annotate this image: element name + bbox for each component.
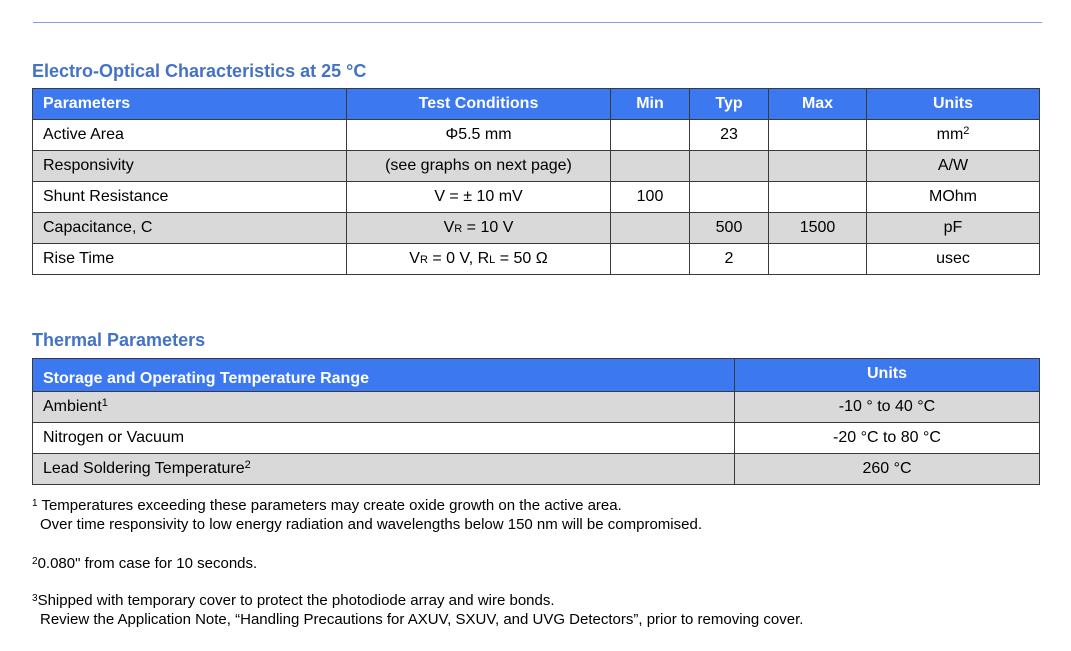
table-row — [33, 182, 1040, 213]
table-header-row — [33, 359, 1040, 392]
condition-middle: = 0 V, R — [427, 250, 490, 267]
table-row — [33, 151, 1040, 182]
header-parameters: Parameters — [33, 89, 347, 120]
header-max: Max — [769, 89, 867, 120]
temperature-range: -20 °C to 80 °C — [735, 423, 1040, 454]
condition-cell: V = ± 10 mV — [347, 182, 611, 213]
footnote-text: Temperatures exceeding these parameters may create oxide growth on the active area. — [41, 497, 622, 514]
table-row — [33, 454, 1040, 485]
min-cell — [611, 151, 690, 182]
param-cell: Rise Time — [33, 244, 347, 275]
header-min: Min — [611, 89, 690, 120]
condition-symbol: V — [443, 219, 455, 236]
thermal-title: Thermal Parameters — [32, 330, 206, 350]
footnote-ref: 1 — [101, 397, 108, 409]
max-cell: 1500 — [769, 213, 867, 244]
table-row — [33, 213, 1040, 244]
max-cell — [769, 151, 867, 182]
condition-value: = 10 V — [462, 219, 514, 236]
param-cell: Capacitance, C — [33, 213, 347, 244]
footnote-mark: 2 — [32, 556, 38, 567]
units-base: mm — [936, 126, 964, 143]
table-row — [33, 244, 1040, 275]
typ-cell — [690, 182, 769, 213]
typ-cell: 23 — [690, 120, 769, 151]
typ-cell — [690, 151, 769, 182]
footnote-ref: 2 — [244, 459, 251, 471]
units-superscript: 2 — [963, 125, 970, 137]
table-row — [33, 392, 1040, 423]
footnote-line — [32, 591, 803, 610]
condition-cell: (see graphs on next page) — [347, 151, 611, 182]
electro-optical-title: Electro-Optical Characteristics at 25 °C — [32, 61, 367, 81]
min-cell — [611, 120, 690, 151]
condition-label — [33, 454, 735, 485]
footnote-text: 0.080" from case for 10 seconds. — [37, 555, 258, 572]
condition-label — [33, 392, 735, 423]
param-cell: Shunt Resistance — [33, 182, 347, 213]
min-cell — [611, 244, 690, 275]
footnote-mark: 1 — [32, 498, 38, 509]
header-typ: Typ — [690, 89, 769, 120]
footnote-line: Over time responsivity to low energy radiation and wavelengths below 150 nm will be compromised. — [40, 516, 702, 533]
footnote-line — [32, 496, 702, 515]
condition-cell: Φ5.5 mm — [347, 120, 611, 151]
condition-label — [33, 423, 735, 454]
max-cell — [769, 120, 867, 151]
condition-subscript-2: L — [489, 254, 496, 266]
table-header-row — [33, 89, 1040, 120]
label-text: Nitrogen or Vacuum — [43, 429, 185, 446]
header-units: Units — [867, 89, 1040, 120]
condition-cell — [347, 244, 611, 275]
header-range: Storage and Operating Temperature Range — [33, 359, 735, 392]
header-test-conditions: Test Conditions — [347, 89, 611, 120]
label-text: Ambient — [43, 398, 102, 415]
condition-subscript: R — [454, 223, 463, 235]
table-row — [33, 423, 1040, 454]
units-cell: MOhm — [867, 182, 1040, 213]
max-cell — [769, 244, 867, 275]
footnote-3 — [32, 591, 803, 629]
param-cell: Active Area — [33, 120, 347, 151]
condition-cell — [347, 213, 611, 244]
typ-cell: 2 — [690, 244, 769, 275]
footnote-text: Shipped with temporary cover to protect the photodiode array and wire bonds. — [37, 592, 555, 609]
condition-value: = 50 Ω — [495, 250, 548, 267]
footnote-line — [32, 554, 257, 573]
table-row — [33, 120, 1040, 151]
min-cell: 100 — [611, 182, 690, 213]
param-cell: Responsivity — [33, 151, 347, 182]
condition-symbol: V — [409, 250, 420, 267]
units-cell — [867, 120, 1040, 151]
units-cell: A/W — [867, 151, 1040, 182]
footnote-1 — [32, 496, 702, 534]
typ-cell: 500 — [690, 213, 769, 244]
header-units: Units — [735, 359, 1040, 392]
temperature-range: -10 ° to 40 °C — [735, 392, 1040, 423]
footnote-line: Review the Application Note, “Handling Precautions for AXUV, SXUV, and UVG Detectors”, prior to removing cover. — [40, 611, 804, 628]
max-cell — [769, 182, 867, 213]
units-cell: pF — [867, 213, 1040, 244]
temperature-range: 260 °C — [735, 454, 1040, 485]
top-divider — [33, 22, 1042, 23]
min-cell — [611, 213, 690, 244]
footnote-2 — [32, 554, 257, 573]
footnote-mark: 3 — [32, 593, 38, 604]
electro-optical-table — [32, 88, 1040, 275]
label-text: Lead Soldering Temperature — [43, 460, 245, 477]
thermal-table — [32, 358, 1040, 485]
units-cell: usec — [867, 244, 1040, 275]
condition-subscript: R — [419, 254, 428, 266]
